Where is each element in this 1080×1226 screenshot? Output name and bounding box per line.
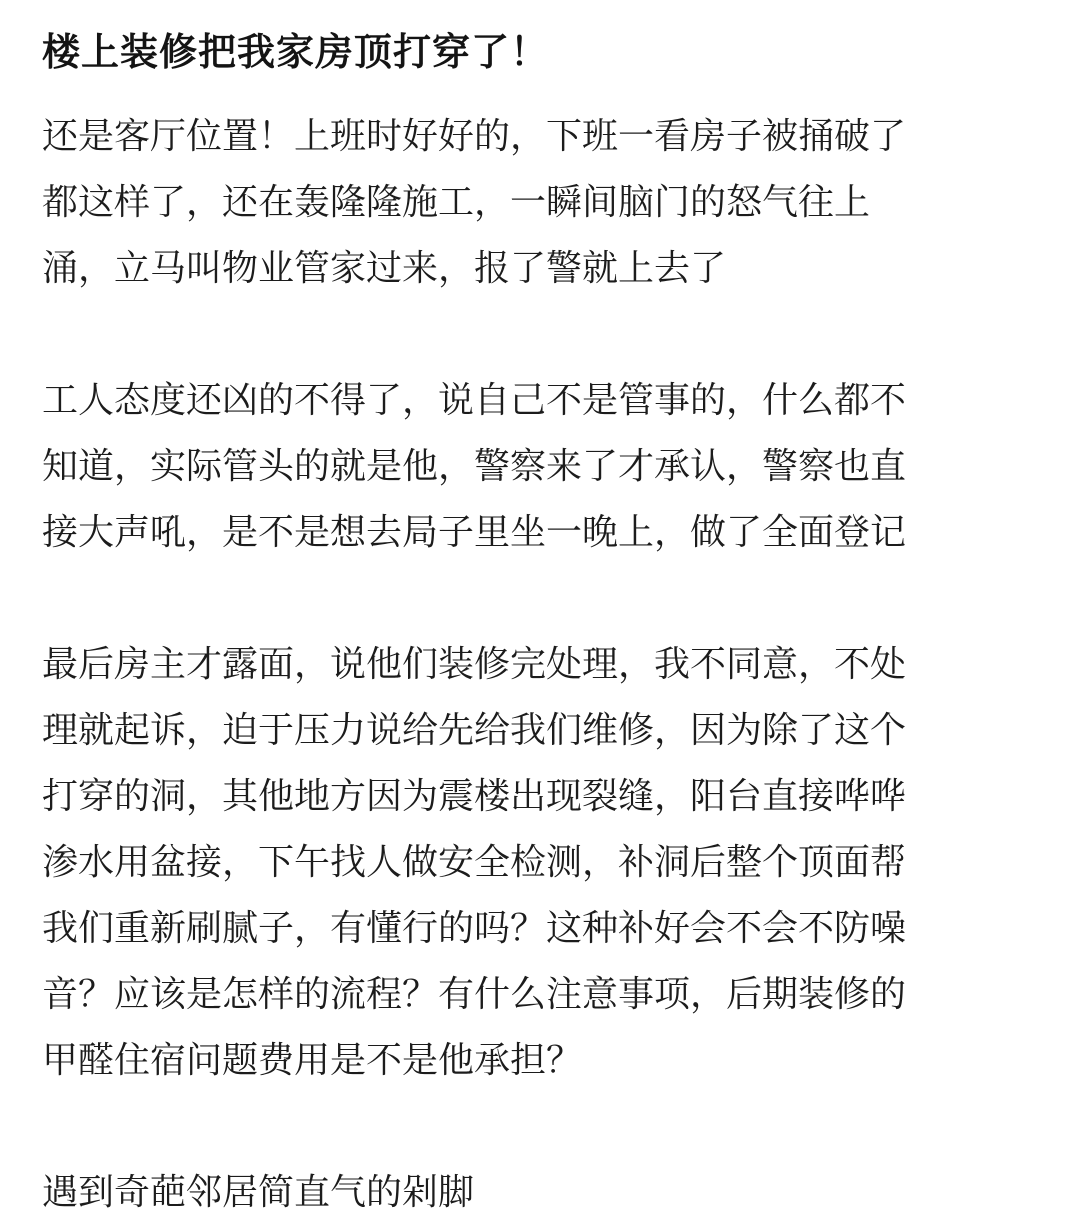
paragraph-line: 理就起诉，迫于压力说给先给我们维修，因为除了这个 — [42, 710, 907, 751]
paragraph-4 — [42, 1160, 1040, 1226]
paragraph-line: 音？应该是怎样的流程？有什么注意事项，后期装修的 — [42, 974, 907, 1015]
paragraph-line: 工人态度还凶的不得了，说自己不是管事的，什么都不 — [42, 380, 907, 421]
post-title: 楼上装修把我家房顶打穿了！ — [42, 30, 550, 74]
paragraph-line: 遇到奇葩邻居简直气的剁脚 — [42, 1172, 475, 1213]
paragraph-line: 最后房主才露面，说他们装修完处理，我不同意，不处 — [42, 644, 907, 685]
paragraph-line: 甲醛住宿问题费用是不是他承担？ — [42, 1040, 583, 1081]
paragraph-2 — [42, 368, 1040, 566]
paragraph-line: 渗水用盆接，下午找人做安全检测，补洞后整个顶面帮 — [42, 842, 907, 883]
paragraph-line: 知道，实际管头的就是他，警察来了才承认，警察也直 — [42, 446, 907, 487]
paragraph-line: 接大声吼，是不是想去局子里坐一晚上，做了全面登记 — [42, 512, 907, 553]
paragraph-line: 还是客厅位置！上班时好好的，下班一看房子被捅破了 — [42, 116, 907, 157]
paragraph-3 — [42, 632, 1040, 1094]
paragraph-line: 涌，立马叫物业管家过来，报了警就上去了 — [42, 248, 727, 289]
post-body — [42, 104, 1040, 1226]
paragraph-line: 打穿的洞，其他地方因为震楼出现裂缝，阳台直接哗哗 — [42, 776, 907, 817]
paragraph-1 — [42, 104, 1040, 302]
paragraph-line: 我们重新刷腻子，有懂行的吗？这种补好会不会不防噪 — [42, 908, 907, 949]
paragraph-line: 都这样了，还在轰隆隆施工，一瞬间脑门的怒气往上 — [42, 182, 871, 223]
